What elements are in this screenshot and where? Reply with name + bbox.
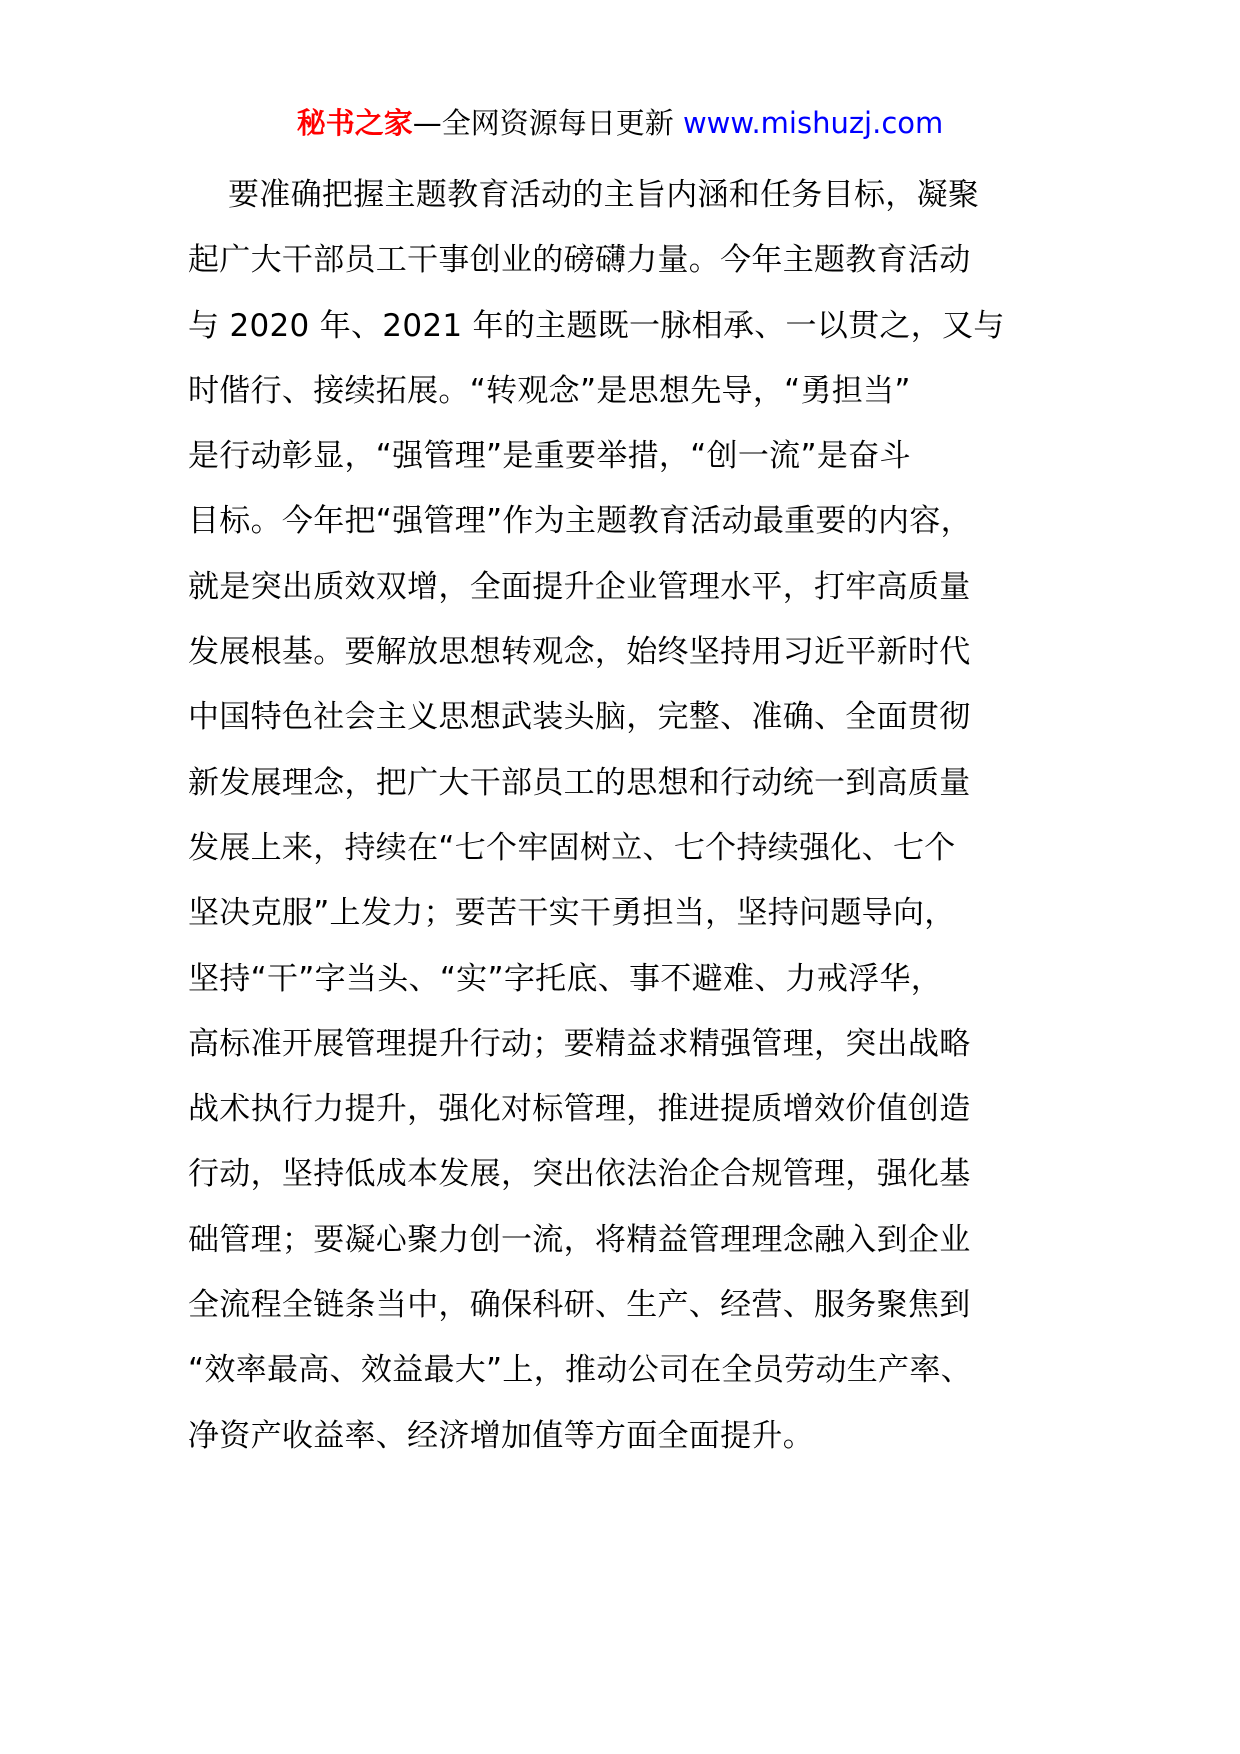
paragraph-line: 就是突出质效双增，全面提升企业管理水平，打牢高质量 [188,568,971,605]
paragraph-line: 全流程全链条当中，确保科研、生产、经营、服务聚焦到 [188,1287,971,1324]
paragraph-line: “效率最高、效益最大”上，推动公司在全员劳动生产率、 [188,1352,972,1389]
header-tagline: —全网资源每日更新 [412,106,674,140]
paragraph-line: 要准确把握主题教育活动的主旨内涵和任务目标，凝聚 [228,177,980,213]
paragraph-line: 坚决克服”上发力；要苦干实干勇担当，坚持问题导向， [188,895,956,932]
paragraph-line: 净资产收益率、经济增加值等方面全面提升。 [188,1417,814,1454]
paragraph-line: 与 2020 年、2021 年的主题既一脉相承、一以贯之，又与 [188,307,1005,344]
paragraph-line: 发展根基。要解放思想转观念，始终坚持用习近平新时代 [188,634,971,671]
brand-name: 秘书之家 [296,106,413,140]
site-url-link[interactable]: www.mishuzj.com [682,106,944,140]
paragraph-line: 时偕行、接续拓展。“转观念”是思想先导，“勇担当” [188,372,911,409]
paragraph-line: 中国特色社会主义思想武装头脑，完整、准确、全面贯彻 [188,699,971,736]
paragraph-line: 高标准开展管理提升行动；要精益求精强管理，突出战略 [188,1025,971,1062]
body-paragraph [188,163,1068,1469]
paragraph-line: 起广大干部员工干事创业的磅礴力量。今年主题教育活动 [188,242,971,279]
site-header [0,103,1240,143]
paragraph-line: 战术执行力提升，强化对标管理，推进提质增效价值创造 [188,1091,971,1128]
paragraph-line: 发展上来，持续在“七个牢固树立、七个持续强化、七个 [188,829,956,866]
paragraph-line: 坚持“干”字当头、“实”字托底、事不避难、力戒浮华， [188,960,943,997]
paragraph-line: 新发展理念，把广大干部员工的思想和行动统一到高质量 [188,764,971,801]
paragraph-line: 础管理；要凝心聚力创一流，将精益管理理念融入到企业 [188,1221,971,1258]
paragraph-line: 目标。今年把“强管理”作为主题教育活动最重要的内容， [188,503,972,540]
paragraph-line: 行动，坚持低成本发展，突出依法治企合规管理，强化基 [188,1156,971,1193]
paragraph-line: 是行动彰显，“强管理”是重要举措，“创一流”是奋斗 [188,438,911,475]
